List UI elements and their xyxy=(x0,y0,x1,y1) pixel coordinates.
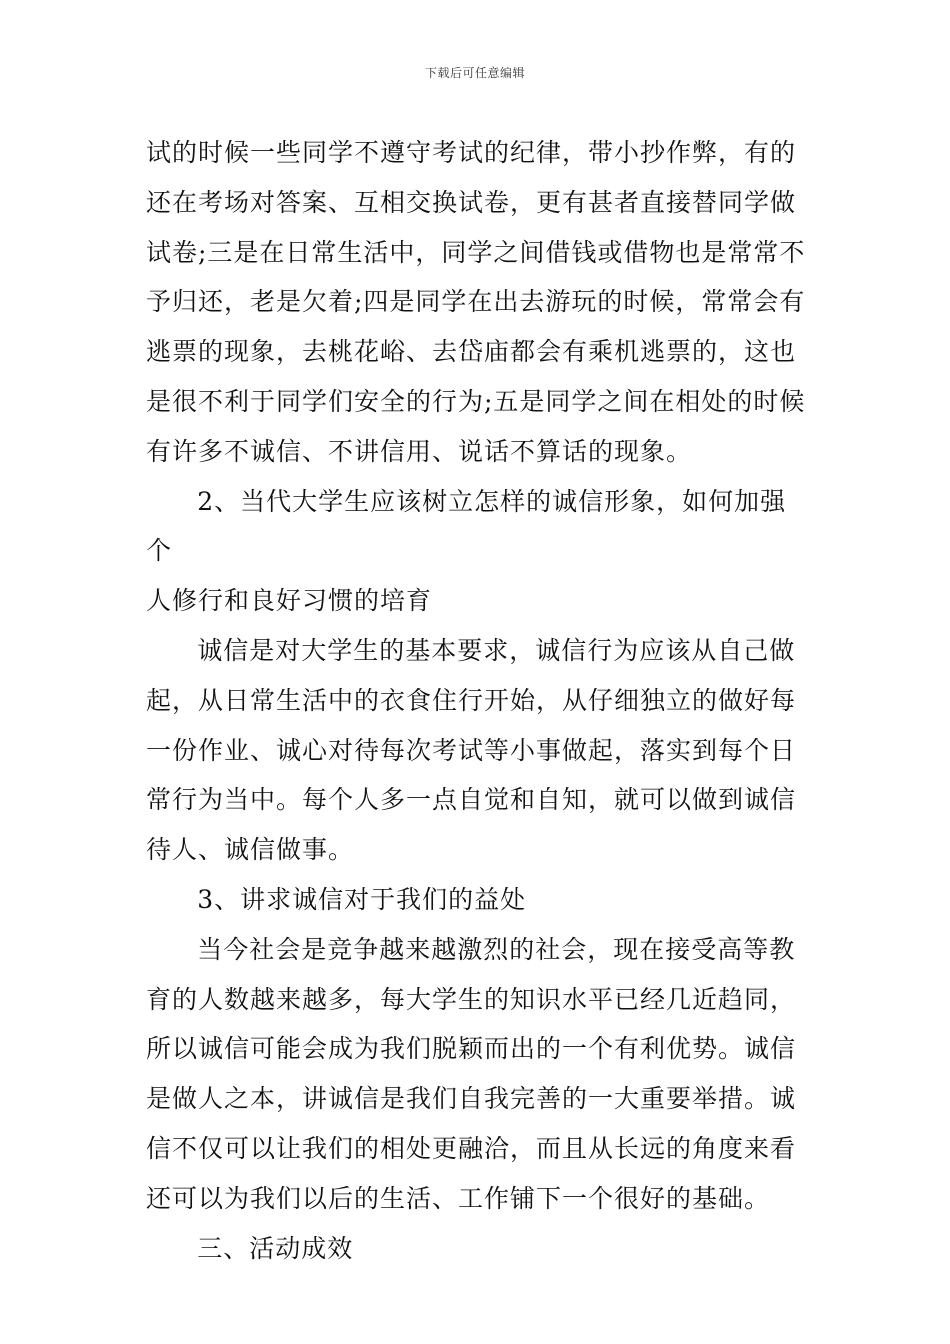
text-line: 还可以为我们以后的生活、工作铺下一个很好的基础。 xyxy=(146,1183,771,1213)
text-line: 3、讲求诚信对于我们的益处 xyxy=(197,884,527,914)
paragraph xyxy=(146,477,808,626)
text-line: 一份作业、诚心对待每次考试等小事做起，落实到每个日 xyxy=(146,735,797,765)
text-line: 诚信是对大学生的基本要求，诚信行为应该从自己做 xyxy=(197,635,796,665)
paragraph xyxy=(146,128,808,477)
text-line: 当今社会是竞争越来越激烈的社会，现在接受高等教 xyxy=(197,934,796,964)
text-line: 常行为当中。每个人多一点自觉和自知，就可以做到诚信 xyxy=(146,785,797,815)
document-body xyxy=(146,128,808,1273)
text-line: 是很不利于同学们安全的行为;五是同学之间在相处的时候 xyxy=(146,386,806,416)
text-line: 待人、诚信做事。 xyxy=(146,835,355,865)
text-line: 试卷;三是在日常生活中，同学之间借钱或借物也是常常不 xyxy=(146,237,806,267)
text-line: 有许多不诚信、不讲信用、说话不算话的现象。 xyxy=(146,436,693,466)
text-line: 逃票的现象，去桃花峪、去岱庙都会有乘机逃票的，这也 xyxy=(146,337,797,367)
paragraph xyxy=(146,925,808,1224)
text-line: 是做人之本，讲诚信是我们自我完善的一大重要举措。诚 xyxy=(146,1084,797,1114)
text-line: 信不仅可以让我们的相处更融洽，而且从长远的角度来看 xyxy=(146,1133,797,1163)
text-line: 起，从日常生活中的衣食住行开始，从仔细独立的做好每 xyxy=(146,685,797,715)
text-line: 所以诚信可能会成为我们脱颖而出的一个有利优势。诚信 xyxy=(146,1034,797,1064)
text-line: 试的时候一些同学不遵守考试的纪律，带小抄作弊，有的 xyxy=(146,138,797,167)
paragraph xyxy=(146,1224,808,1274)
page-header: 下载后可任意编辑 xyxy=(424,66,525,80)
paragraph xyxy=(146,875,808,925)
text-line: 2、当代大学生应该树立怎样的诚信形象，如何加强个 xyxy=(146,486,787,566)
text-line: 人修行和良好习惯的培育 xyxy=(146,586,433,616)
text-line: 三、活动成效 xyxy=(197,1233,354,1263)
text-line: 育的人数越来越多，每大学生的知识水平已经几近趋同， xyxy=(146,984,797,1014)
text-line: 予归还，老是欠着;四是同学在出去游玩的时候，常常会有 xyxy=(146,287,806,317)
text-line: 还在考场对答案、互相交换试卷，更有甚者直接替同学做 xyxy=(146,187,797,217)
paragraph xyxy=(146,626,808,875)
